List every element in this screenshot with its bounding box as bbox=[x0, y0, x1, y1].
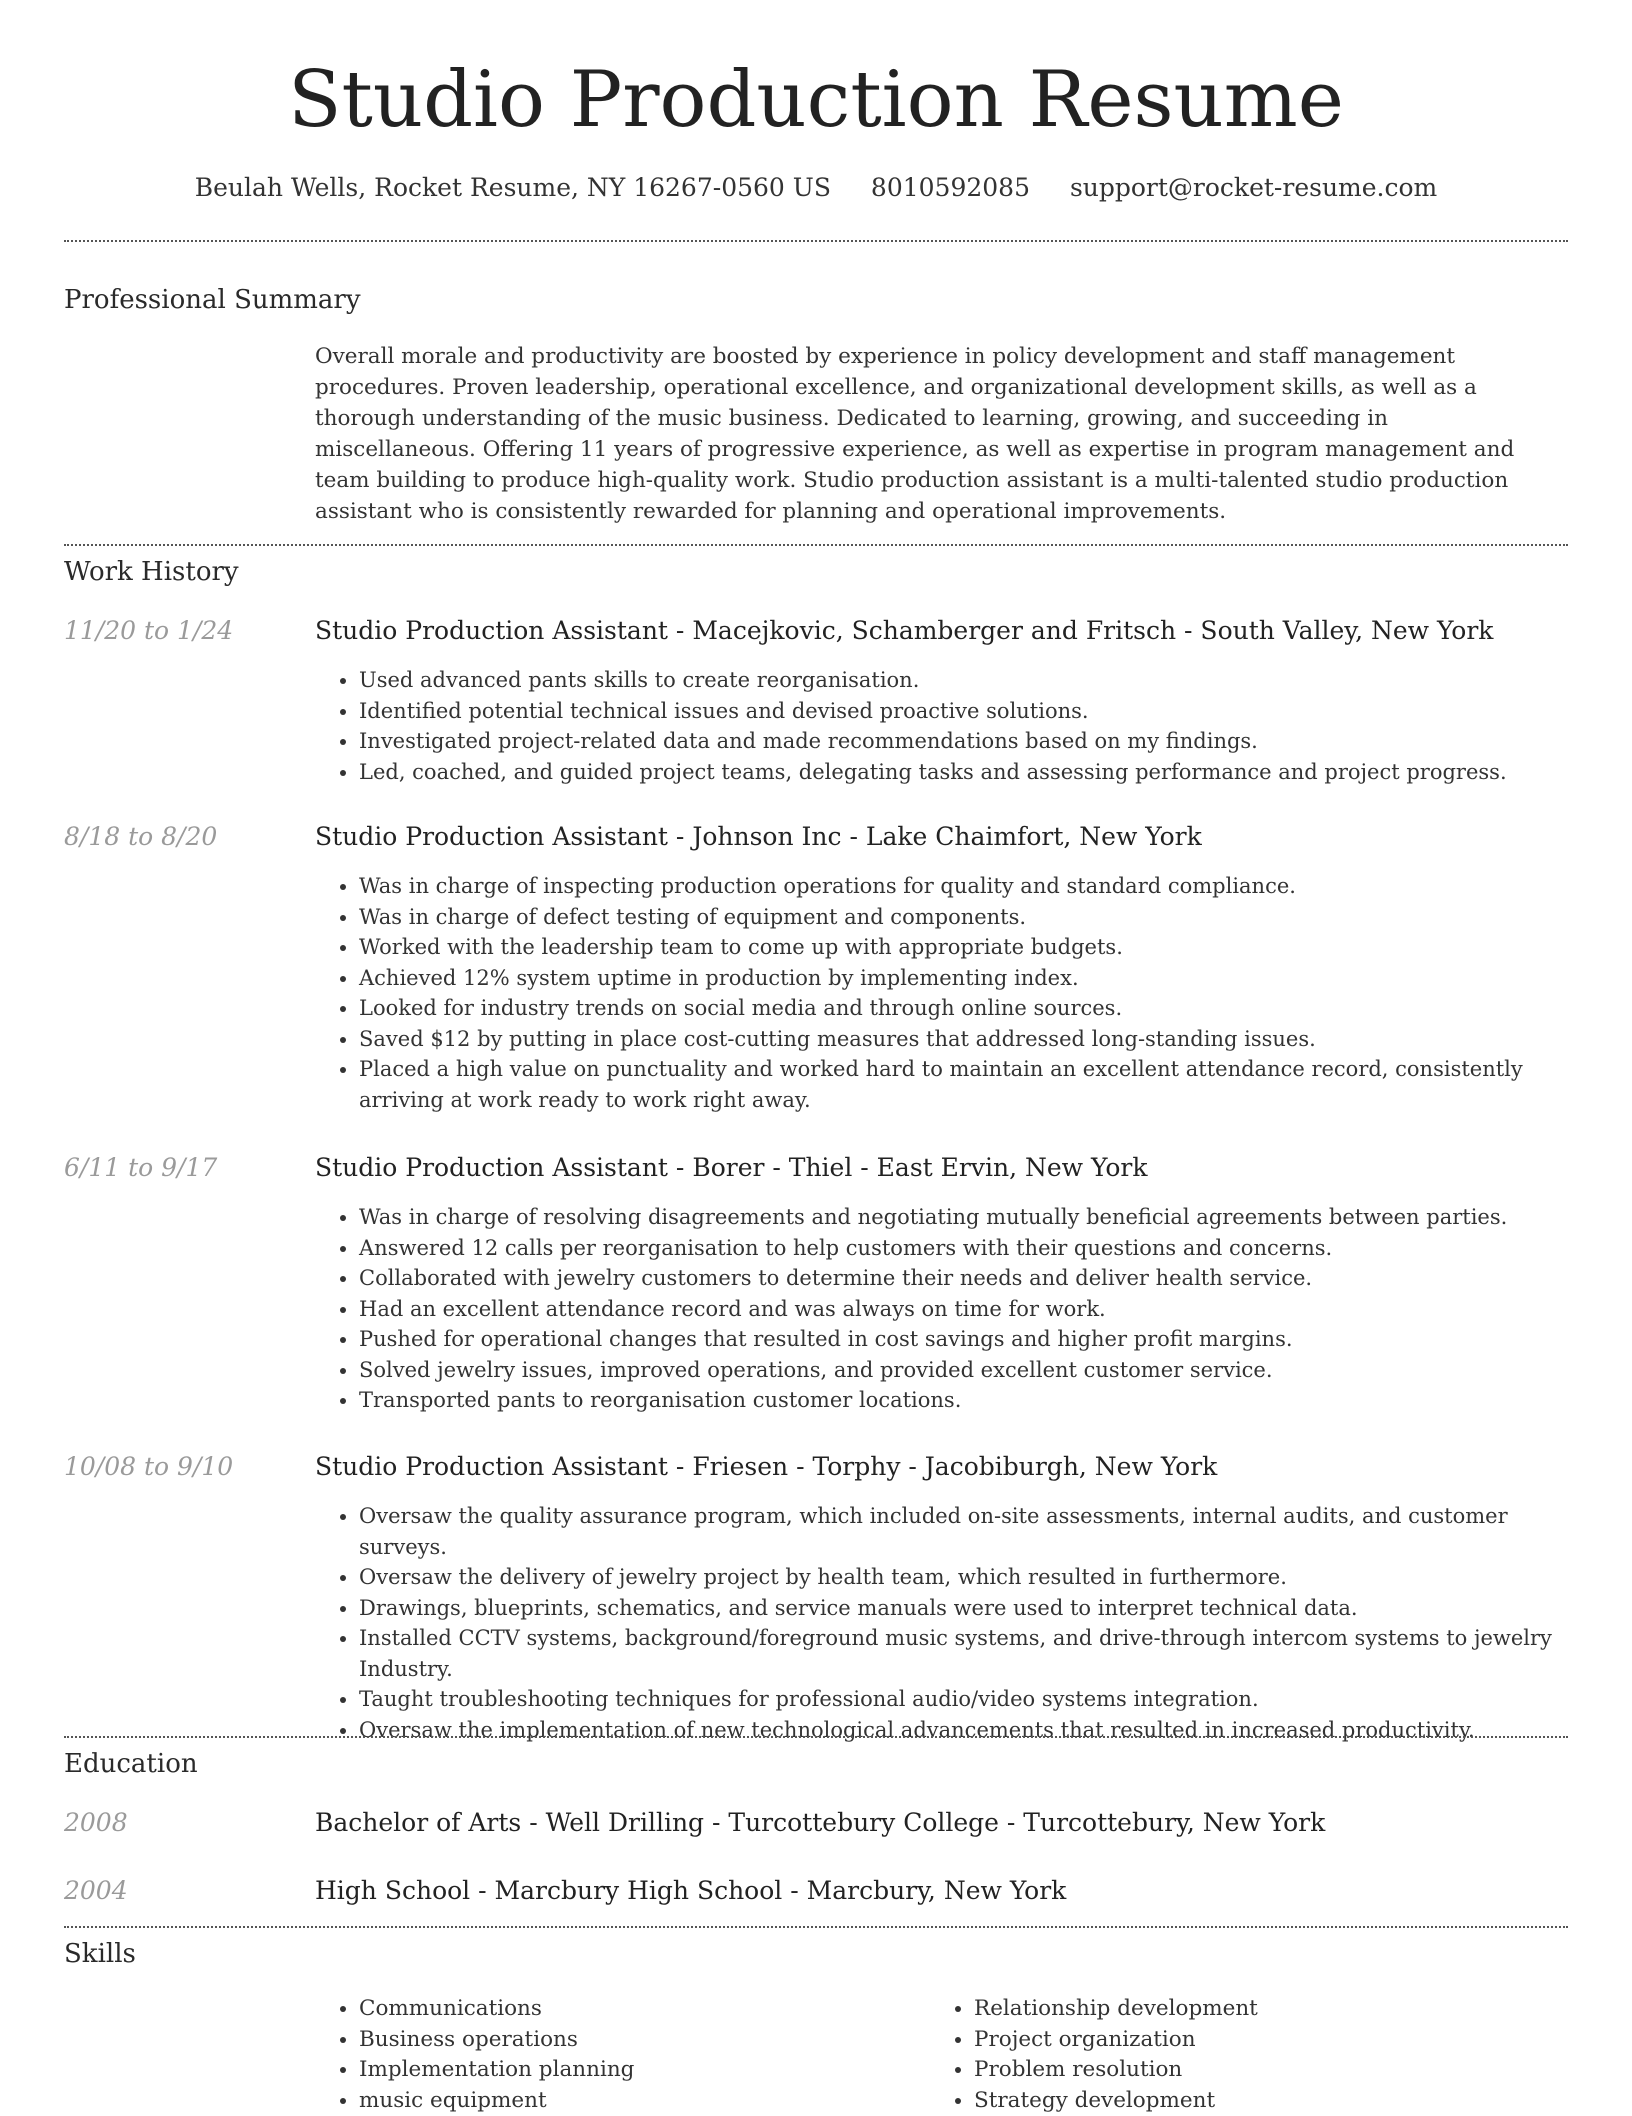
list-item: • Collaborated with jewelry customers to determine their needs and deliver health service. bbox=[359, 1263, 1555, 1294]
skill-item: • Communications bbox=[359, 1994, 939, 2025]
education-heading: Education bbox=[64, 1746, 198, 1782]
job-bullets bbox=[315, 1202, 1555, 1416]
job-dates: 6/11 to 9/17 bbox=[64, 1150, 217, 1186]
skill-item: • Problem resolution bbox=[974, 2055, 1574, 2086]
list-item: • Was in charge of resolving disagreements and negotiating mutually beneficial agreements between parties. bbox=[359, 1202, 1555, 1233]
skills-list-left bbox=[315, 1994, 939, 2116]
list-item: • Solved jewelry issues, improved operations, and provided excellent customer service. bbox=[359, 1355, 1555, 1386]
list-item: • Answered 12 calls per reorganisation to help customers with their questions and concerns. bbox=[359, 1233, 1555, 1264]
contact-address: Beulah Wells, Rocket Resume, NY 16267-0560 US bbox=[195, 173, 831, 202]
skills-heading: Skills bbox=[64, 1936, 136, 1972]
job-title: Studio Production Assistant - Macejkovic, Schamberger and Fritsch - South Valley, New York bbox=[315, 613, 1565, 649]
skill-item: • music equipment bbox=[359, 2086, 939, 2116]
job-bullets bbox=[315, 665, 1555, 787]
list-item: • Oversaw the delivery of jewelry project by health team, which resulted in furthermore. bbox=[359, 1562, 1555, 1593]
list-item: • Achieved 12% system uptime in production by implementing index. bbox=[359, 963, 1555, 994]
list-item: • Oversaw the quality assurance program, which included on-site assessments, internal audits, and customer surveys. bbox=[359, 1501, 1555, 1562]
job-dates: 8/18 to 8/20 bbox=[64, 819, 217, 855]
list-item: • Installed CCTV systems, background/foreground music systems, and drive-through intercom systems to jewelry Industry. bbox=[359, 1623, 1555, 1684]
list-item: • Used advanced pants skills to create reorganisation. bbox=[359, 665, 1555, 696]
skill-item: • Implementation planning bbox=[359, 2055, 939, 2086]
divider bbox=[64, 1736, 1568, 1738]
contact-email: support@rocket-resume.com bbox=[1070, 173, 1437, 202]
education-year: 2008 bbox=[64, 1805, 128, 1841]
list-item: • Worked with the leadership team to come up with appropriate budgets. bbox=[359, 932, 1555, 963]
education-detail: Bachelor of Arts - Well Drilling - Turcottebury College - Turcottebury, New York bbox=[315, 1805, 1565, 1841]
skills-list-right bbox=[930, 1994, 1574, 2116]
list-item: • Looked for industry trends on social media and through online sources. bbox=[359, 993, 1555, 1024]
divider bbox=[64, 544, 1568, 546]
skill-item: • Project organization bbox=[974, 2025, 1574, 2056]
list-item: • Drawings, blueprints, schematics, and service manuals were used to interpret technical data. bbox=[359, 1593, 1555, 1624]
list-item: • Identified potential technical issues and devised proactive solutions. bbox=[359, 696, 1555, 727]
contact-line bbox=[0, 170, 1632, 206]
job-bullets bbox=[315, 1501, 1555, 1745]
job-title: Studio Production Assistant - Borer - Thiel - East Ervin, New York bbox=[315, 1150, 1565, 1186]
divider bbox=[64, 240, 1568, 242]
job-title: Studio Production Assistant - Johnson Inc - Lake Chaimfort, New York bbox=[315, 819, 1565, 855]
education-year: 2004 bbox=[64, 1873, 128, 1909]
list-item: • Oversaw the implementation of new technological advancements that resulted in increased productivity. bbox=[359, 1715, 1555, 1746]
list-item: • Was in charge of defect testing of equipment and components. bbox=[359, 902, 1555, 933]
summary-text: Overall morale and productivity are boosted by experience in policy development and staff management procedures. Proven leadership, operational excellence, and organizational development skills, as well as a thorough understanding of the music business. Dedicated to learning, growing, and succeeding in miscellaneous. Offering 11 years of progressive experience, as well as expertise in program management and team building to produce high-quality work. Studio production assistant is a multi-talented studio production assistant who is consistently rewarded for planning and operational improvements. bbox=[315, 341, 1555, 527]
list-item: • Taught troubleshooting techniques for professional audio/video systems integration. bbox=[359, 1684, 1555, 1715]
list-item: • Transported pants to reorganisation customer locations. bbox=[359, 1385, 1555, 1416]
summary-heading: Professional Summary bbox=[64, 282, 361, 318]
job-dates: 11/20 to 1/24 bbox=[64, 613, 233, 649]
list-item: • Was in charge of inspecting production operations for quality and standard compliance. bbox=[359, 871, 1555, 902]
job-bullets bbox=[315, 871, 1555, 1115]
skill-item: • Relationship development bbox=[974, 1994, 1574, 2025]
list-item: • Pushed for operational changes that resulted in cost savings and higher profit margins. bbox=[359, 1324, 1555, 1355]
education-detail: High School - Marcbury High School - Marcbury, New York bbox=[315, 1873, 1565, 1909]
list-item: • Investigated project-related data and made recommendations based on my findings. bbox=[359, 726, 1555, 757]
list-item: • Saved $12 by putting in place cost-cutting measures that addressed long-standing issues. bbox=[359, 1024, 1555, 1055]
page-title: Studio Production Resume bbox=[0, 52, 1632, 148]
skill-item: • Strategy development bbox=[974, 2086, 1574, 2116]
contact-phone: 8010592085 bbox=[871, 173, 1030, 202]
job-title: Studio Production Assistant - Friesen - Torphy - Jacobiburgh, New York bbox=[315, 1449, 1565, 1485]
list-item: • Had an excellent attendance record and was always on time for work. bbox=[359, 1294, 1555, 1325]
list-item: • Led, coached, and guided project teams, delegating tasks and assessing performance and project progress. bbox=[359, 757, 1555, 788]
list-item: • Placed a high value on punctuality and worked hard to maintain an excellent attendance record, consistently arriving at work ready to work right away. bbox=[359, 1054, 1555, 1115]
divider bbox=[64, 1926, 1568, 1928]
skill-item: • Business operations bbox=[359, 2025, 939, 2056]
work-history-heading: Work History bbox=[64, 554, 239, 590]
job-dates: 10/08 to 9/10 bbox=[64, 1449, 233, 1485]
